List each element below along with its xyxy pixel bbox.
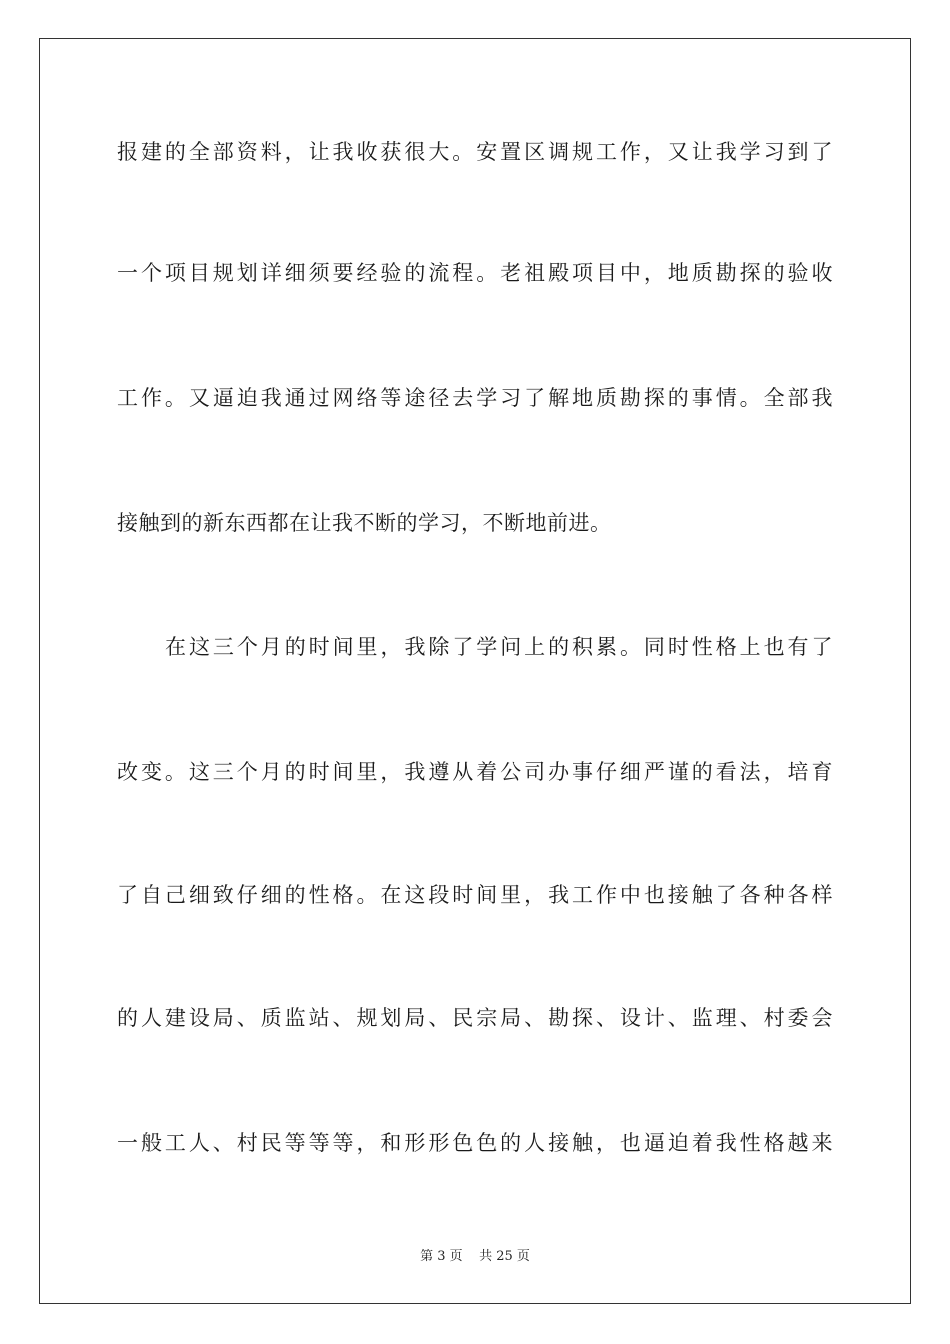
- paragraph-line-6: 改变。这三个月的时间里，我遵从着公司办事仔细严谨的看法，培育: [117, 760, 833, 784]
- page-border: [39, 38, 911, 1304]
- paragraph-line-8: 的人建设局、质监站、规划局、民宗局、勘探、设计、监理、村委会: [117, 1006, 833, 1030]
- paragraph-line-1: 报建的全部资料，让我收获很大。安置区调规工作，又让我学习到了: [117, 140, 833, 164]
- paragraph-line-4: 接触到的新东西都在让我不断的学习，不断地前进。: [117, 511, 612, 535]
- page-number-footer: 第 3 页 共 25 页: [420, 1249, 530, 1264]
- paragraph-line-3: 工作。又逼迫我通过网络等途径去学习了解地质勘探的事情。全部我: [117, 386, 833, 410]
- paragraph-line-9: 一般工人、村民等等等，和形形色色的人接触，也逼迫着我性格越来: [117, 1131, 833, 1155]
- paragraph-line-2: 一个项目规划详细须要经验的流程。老祖殿项目中，地质勘探的验收: [117, 261, 833, 285]
- paragraph-line-5: 在这三个月的时间里，我除了学问上的积累。同时性格上也有了: [165, 635, 833, 659]
- paragraph-line-7: 了自己细致仔细的性格。在这段时间里，我工作中也接触了各种各样: [117, 883, 833, 907]
